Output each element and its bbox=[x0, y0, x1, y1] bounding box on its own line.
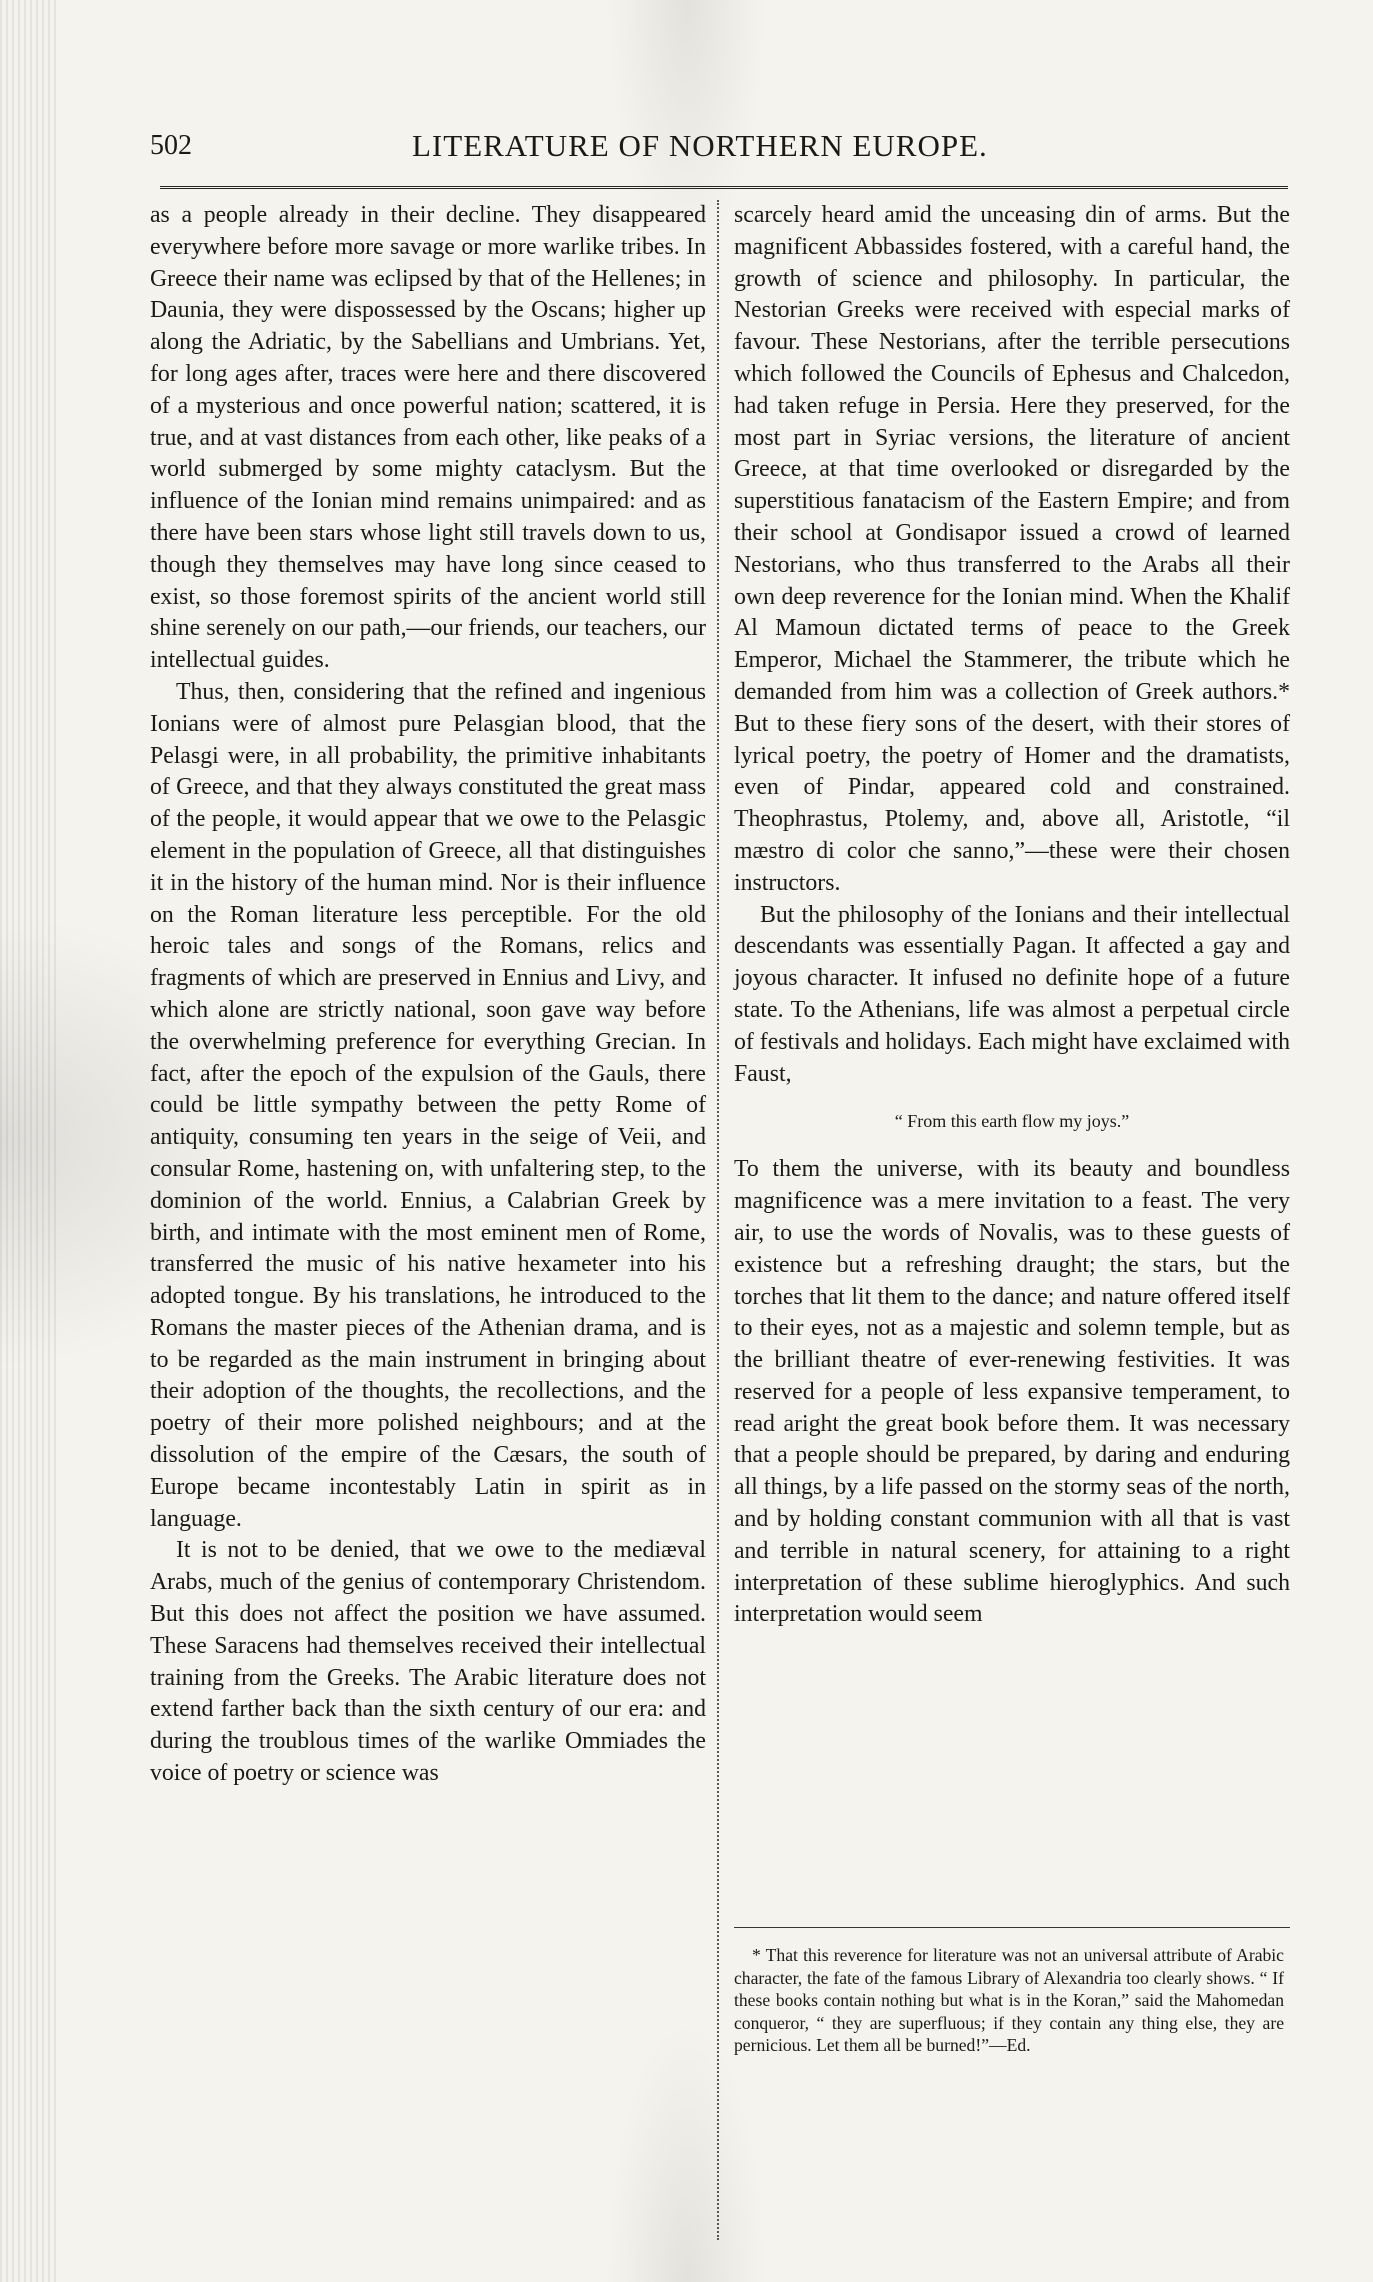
running-head: LITERATURE OF NORTHERN EUROPE. bbox=[412, 128, 988, 163]
header-rule bbox=[160, 186, 1288, 189]
left-paragraph-3: It is not to be denied, that we owe to the mediæval Arabs, much of the genius of contemporary Christendom. But this does not affect the position we have assumed. These Saracens had themselves received their intellectual training from the Greeks. The Arabic literature does not extend farther back than the sixth century of our era: and during the troublous times of the warlike Ommiades the voice of poetry or science was bbox=[150, 1537, 706, 1787]
left-column bbox=[150, 200, 706, 1790]
page-number: 502 bbox=[150, 130, 192, 161]
footnote: * That this reverence for literature was not an universal attribute of Arabic character, the fate of the famous Library of Alexandria too clearly shows. “ If these books contain nothing but what is in the Koran,” said the Mahomedan conqueror, “ they are superfluous; if they contain any thing else, they are pernicious. Let them all be burned!”—Ed. bbox=[734, 1945, 1284, 2056]
right-column bbox=[734, 200, 1290, 1631]
column-divider bbox=[717, 200, 719, 2240]
left-paragraph-2: Thus, then, considering that the refined and ingenious Ionians were of almost pure Pelasgian blood, that the Pelasgi were, in all probability, the primitive inhabitants of Greece, and that they always constituted the great mass of the people, it would appear that we owe to the Pelasgic element in the population of Greece, all that distinguishes it in the history of the human mind. Nor is their influence on the Roman literature less perceptible. For the old heroic tales and songs of the Romans, relics and fragments of which are preserved in Ennius and Livy, and which alone are strictly national, soon gave way before the overwhelming preference for everything Grecian. In fact, after the epoch of the expulsion of the Gauls, there could be little sympathy between the petty Rome of antiquity, consuming ten years in the seige of Veii, and consular Rome, hastening on, with unfaltering step, to the dominion of the world. Ennius, a Calabrian Greek by birth, and intimate with the most eminent men of Rome, transferred the music of his native hexameter into his adopted tongue. By his translations, he introduced to the Romans the master pieces of the Athenian drama, and is to be regarded as the main instrument in bringing about their adoption of the thoughts, the recollections, and the poetry of their more polished neighbours; and at the dissolution of the empire of the Cæsars, the south of Europe became incontestably Latin in spirit as in language. bbox=[150, 678, 706, 1532]
left-paragraph-1: as a people already in their decline. They disappeared everywhere before more savage or more warlike tribes. In Greece their name was eclipsed by that of the Hellenes; in Daunia, they were dispossessed by the Oscans; higher up along the Adriatic, by the Sabellians and Umbrians. Yet, for long ages after, traces were here and there discovered of a mysterious and once powerful nation; scattered, it is true, and at vast distances from each other, like peaks of a world submerged by some mighty cataclysm. But the influence of the Ionian mind remains unimpaired: and as there have been stars whose light still travels down to us, though they themselves may have long since ceased to exist, so those foremost spirits of the ancient world still shine serenely on our path,—our friends, our teachers, our intellectual guides. bbox=[150, 202, 706, 674]
footnote-rule bbox=[734, 1927, 1290, 1928]
page-header bbox=[150, 126, 1290, 166]
right-paragraph-2: But the philosophy of the Ionians and their intellectual descendants was essentially Pagan. It affected a gay and joyous character. It infused no definite hope of a future state. To the Athenians, life was almost a perpetual circle of festivals and holidays. Each might have exclaimed with Faust, bbox=[734, 901, 1290, 1087]
epigraph-quote: “ From this earth flow my joys.” bbox=[894, 1111, 1130, 1132]
right-paragraph-3: To them the universe, with its beauty and boundless magnificence was a mere invitation to a feast. The very air, to use the words of Novalis, was to these guests of existence but a refreshing draught; the stars, but the torches that lit them to the dance; and nature offered itself to their eyes, not as a majestic and solemn temple, but as the brilliant theatre of ever-renewing festivities. It was reserved for a people of less expansive temperament, to read aright the great book before them. It was necessary that a people should be prepared, by daring and enduring all things, by a life passed on the stormy seas of the north, and by holding constant communion with all that is vast and terrible in natural scenery, for attaining to a right interpretation of these sublime hieroglyphics. And such interpretation would seem bbox=[734, 1156, 1290, 1628]
scan-edge-noise bbox=[0, 0, 60, 2282]
right-paragraph-1: scarcely heard amid the unceasing din of arms. But the magnificent Abbassides fostered, with a careful hand, the growth of science and philosophy. In particular, the Nestorian Greeks were received with especial marks of favour. These Nestorians, after the terrible persecutions which followed the Councils of Ephesus and Chalcedon, had taken refuge in Persia. Here they preserved, for the most part in Syriac versions, the literature of ancient Greece, at that time overlooked or disregarded by the superstitious fanatacism of the Eastern Empire; and from their school at Gondisapor issued a crowd of learned Nestorians, who thus transferred to the Arabs all their own deep reverence for the Ionian mind. When the Khalif Al Mamoun dictated terms of peace to the Greek Emperor, Michael the Stammerer, the tribute which he demanded from him was a collection of Greek authors.* But to these fiery sons of the desert, with their stores of lyrical poetry, the poetry of Homer and the dramatists, even of Pindar, appeared cold and constrained. Theophrastus, Ptolemy, and, above all, Aristotle, “il mæstro di color che sanno,”—these were their chosen instructors. bbox=[734, 202, 1290, 896]
